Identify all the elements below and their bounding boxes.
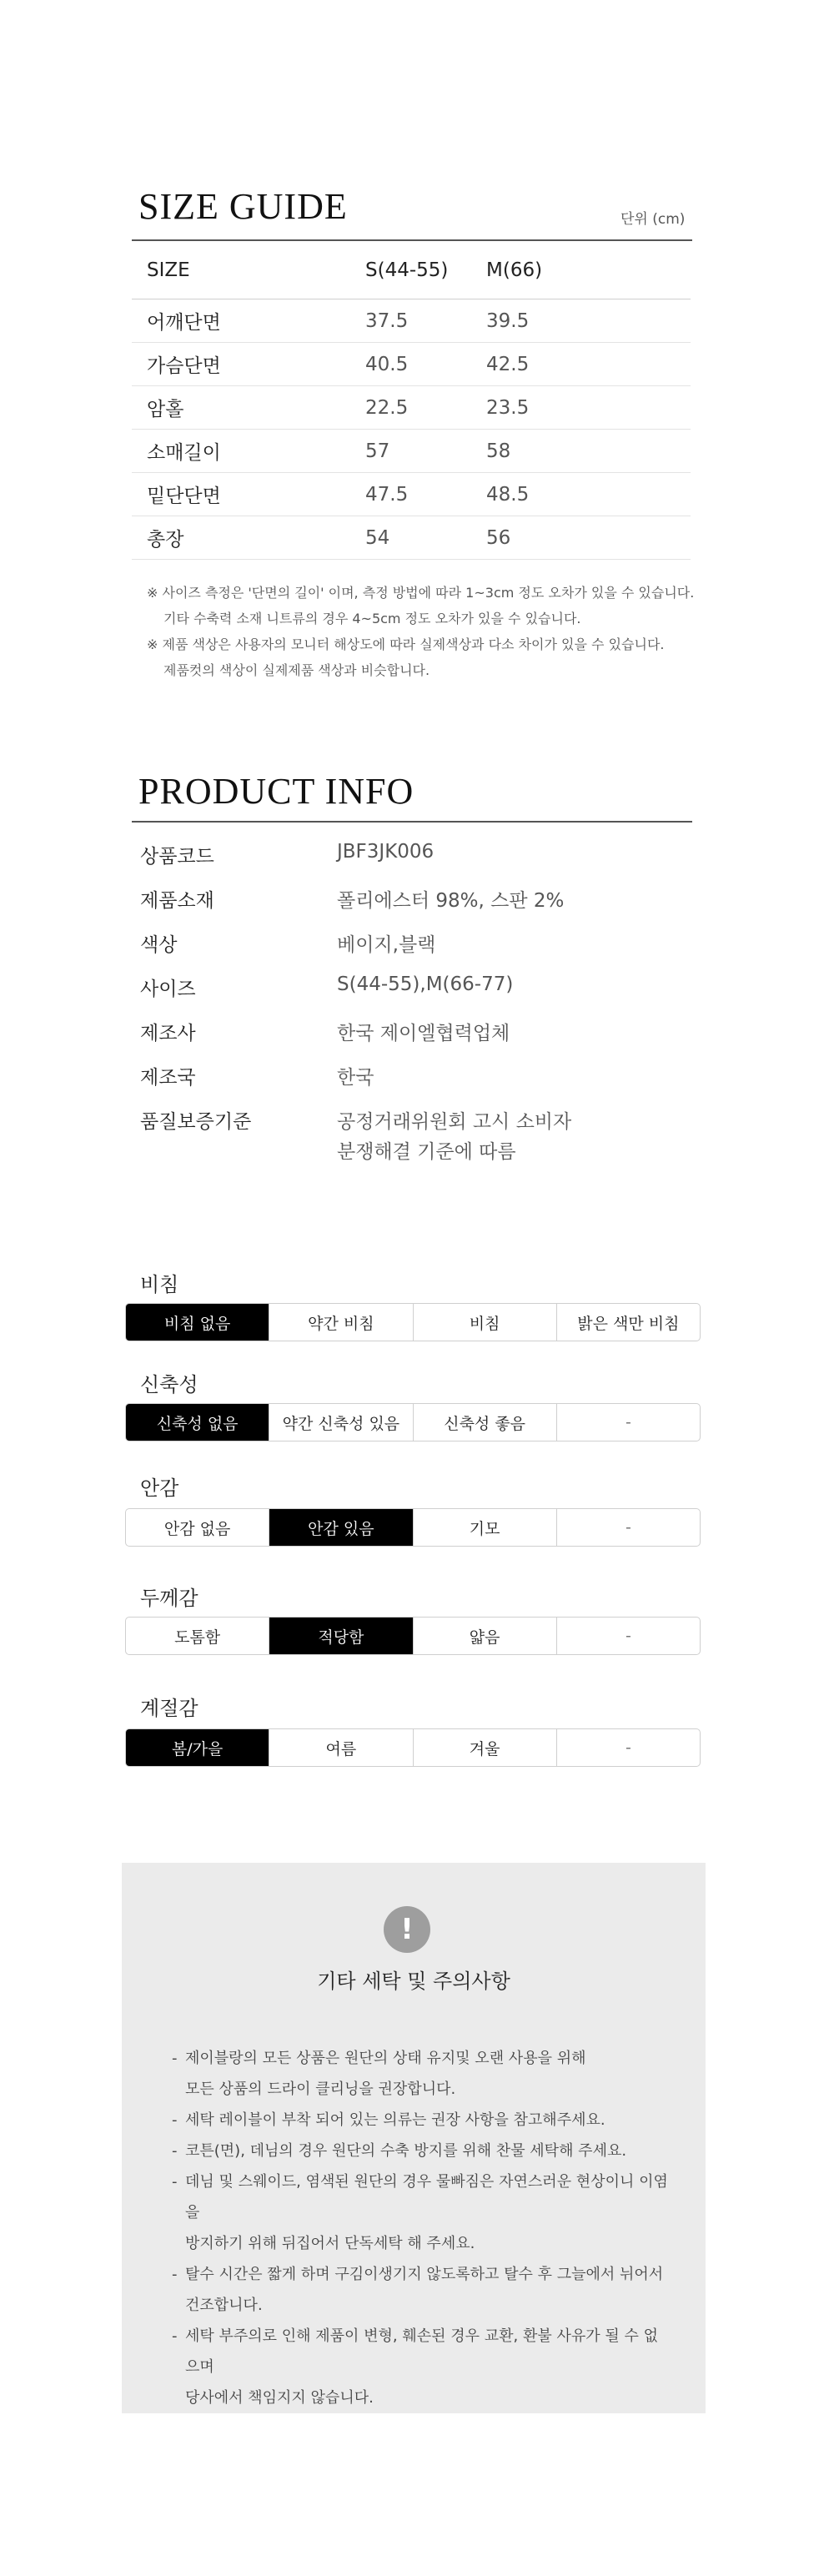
option-cell: 얇음 <box>414 1618 557 1654</box>
header-s: S(44-55) <box>365 259 449 281</box>
option-cell: 적당함 <box>269 1618 413 1654</box>
info-label: 제조사 <box>140 1023 196 1044</box>
care-text: 방지하기 위해 뒤집어서 단독세탁 해 주세요. <box>185 2235 475 2252</box>
option-title-thickness: 두께감 <box>140 1587 198 1610</box>
care-text: 탈수 시간은 짧게 하며 구김이생기지 않도록하고 탈수 후 그늘에서 뉘어서 <box>185 2266 664 2283</box>
care-line <box>172 2105 672 2136</box>
care-text: 모든 상품의 드라이 클리닝을 권장합니다. <box>185 2080 456 2098</box>
care-list <box>172 2043 672 2413</box>
care-line <box>172 2136 672 2166</box>
care-dash: - <box>172 2266 178 2283</box>
option-cell: 겨울 <box>414 1729 557 1766</box>
care-text: 세탁 레이블이 부착 되어 있는 의류는 권장 사항을 참고해주세요. <box>185 2111 605 2129</box>
option-cell: 기모 <box>414 1509 557 1546</box>
option-bar-lining <box>125 1508 701 1547</box>
option-title-see-through: 비침 <box>140 1273 179 1296</box>
row-label: 밑단단면 <box>147 486 221 507</box>
care-line <box>172 2259 672 2290</box>
care-text: 코튼(면), 데님의 경우 원단의 수축 방지를 위해 찬물 세탁해 주세요. <box>185 2142 627 2160</box>
option-cell: 약간 신축성 있음 <box>269 1404 413 1441</box>
product-info-list <box>140 841 674 1164</box>
care-line <box>172 2321 672 2382</box>
option-bar-thickness <box>125 1617 701 1655</box>
row-value-m: 23.5 <box>486 396 530 419</box>
row-value-m: 39.5 <box>486 309 530 332</box>
table-row <box>132 386 691 430</box>
size-note: ※ 제품 색상은 사용자의 모니터 해상도에 따라 실제색상과 다소 차이가 있을 수 있습니다. <box>147 636 665 652</box>
care-line <box>172 2382 672 2413</box>
care-text: 건조합니다. <box>185 2297 263 2314</box>
care-line <box>172 2290 672 2321</box>
care-dash: - <box>172 2050 178 2067</box>
row-value-s: 57 <box>365 440 390 462</box>
row-value-s: 40.5 <box>365 353 409 375</box>
product-info-divider <box>132 821 692 823</box>
info-row <box>140 1062 674 1106</box>
care-text: 제이블랑의 모든 상품은 원단의 상태 유지및 오랜 사용을 위해 <box>185 2050 586 2067</box>
header-size: SIZE <box>147 259 190 281</box>
row-label: 암홀 <box>147 399 184 420</box>
info-value: 한국 제이엘협력업체 <box>337 1023 510 1044</box>
care-dash: - <box>172 2142 178 2160</box>
care-title: 기타 세탁 및 주의사항 <box>317 1970 510 1993</box>
care-line <box>172 2166 672 2228</box>
info-value: 한국 <box>337 1067 374 1089</box>
care-text: 당사에서 책임지지 않습니다. <box>185 2389 374 2407</box>
care-line <box>172 2043 672 2074</box>
row-value-s: 47.5 <box>365 483 409 506</box>
info-label: 제조국 <box>140 1067 196 1089</box>
info-label: 상품코드 <box>140 846 214 868</box>
size-table <box>132 242 691 560</box>
option-title-season: 계절감 <box>140 1697 198 1720</box>
size-notes <box>147 580 714 683</box>
option-cell: 비침 없음 <box>126 1304 269 1341</box>
option-title-lining: 안감 <box>140 1477 179 1500</box>
care-dash <box>172 2290 185 2321</box>
option-cell: 비침 <box>414 1304 557 1341</box>
option-cell: - <box>625 1738 631 1757</box>
exclamation-icon: ! <box>384 1906 430 1953</box>
info-row <box>140 885 674 929</box>
table-row <box>132 473 691 516</box>
row-value-m: 56 <box>486 526 511 549</box>
option-cell: 도톰함 <box>126 1618 269 1654</box>
option-bar-stretch <box>125 1403 701 1441</box>
info-value <box>337 1106 571 1164</box>
care-text: 세탁 부주의로 인해 제품이 변형, 훼손된 경우 교환, 환불 사유가 될 수 없으며 <box>185 2327 658 2376</box>
option-cell: - <box>625 1518 631 1537</box>
option-cell: 안감 있음 <box>269 1509 413 1546</box>
info-value: 베이지,블랙 <box>337 934 436 956</box>
info-label: 제품소재 <box>140 890 214 912</box>
table-row <box>132 516 691 560</box>
option-cell: 안감 없음 <box>126 1509 269 1546</box>
info-label: 품질보증기준 <box>140 1111 252 1133</box>
option-cell: - <box>625 1627 631 1645</box>
care-dash <box>172 2228 185 2259</box>
unit-label: 단위 (cm) <box>620 211 686 228</box>
option-cell: 신축성 좋음 <box>414 1404 557 1441</box>
row-value-s: 54 <box>365 526 390 549</box>
row-value-s: 22.5 <box>365 396 409 419</box>
row-label: 소매길이 <box>147 442 221 464</box>
option-cell: 약간 비침 <box>269 1304 413 1341</box>
care-dash <box>172 2074 185 2105</box>
info-label: 색상 <box>140 934 178 956</box>
info-value: JBF3JK006 <box>337 841 435 863</box>
option-bar-see-through <box>125 1303 701 1341</box>
option-cell: 여름 <box>269 1729 413 1766</box>
care-text: 데님 및 스웨이드, 염색된 원단의 경우 물빠짐은 자연스러운 현상이니 이염을 <box>185 2173 668 2221</box>
size-note: 제품컷의 색상이 실제제품 색상과 비슷합니다. <box>163 662 430 678</box>
product-info-title: PRODUCT INFO <box>138 771 414 812</box>
row-value-m: 58 <box>486 440 511 462</box>
header-m: M(66) <box>486 259 543 281</box>
size-note: 기타 수축력 소재 니트류의 경우 4~5cm 정도 오차가 있을 수 있습니다. <box>163 611 581 626</box>
option-cell: - <box>625 1413 631 1431</box>
row-value-m: 48.5 <box>486 483 530 506</box>
row-label: 총장 <box>147 529 184 551</box>
care-dash: - <box>172 2327 178 2345</box>
option-cell: 신축성 없음 <box>126 1404 269 1441</box>
row-value-s: 37.5 <box>365 309 409 332</box>
size-guide-title: SIZE GUIDE <box>138 186 348 227</box>
info-row <box>140 974 674 1018</box>
info-row <box>140 1018 674 1062</box>
care-dash: - <box>172 2111 178 2129</box>
info-value: S(44-55),M(66-77) <box>337 974 514 995</box>
size-guide-divider <box>132 239 692 241</box>
info-value-line: 공정거래위원회 고시 소비자 <box>337 1111 572 1133</box>
row-value-m: 42.5 <box>486 353 530 375</box>
info-row <box>140 1106 674 1164</box>
table-row <box>132 343 691 386</box>
table-row <box>132 430 691 473</box>
option-bar-season <box>125 1728 701 1767</box>
care-line <box>172 2074 672 2105</box>
row-label: 어깨단면 <box>147 312 221 334</box>
care-dash <box>172 2382 185 2413</box>
row-label: 가슴단면 <box>147 355 221 377</box>
care-notice-box <box>122 1863 706 2413</box>
info-value-line: 분쟁해결 기준에 따름 <box>337 1141 516 1163</box>
info-value: 폴리에스터 98%, 스판 2% <box>337 890 565 912</box>
size-table-header <box>132 242 691 299</box>
care-line <box>172 2228 672 2259</box>
option-cell: 밝은 색만 비침 <box>577 1314 680 1333</box>
option-cell: 봄/가을 <box>126 1729 269 1766</box>
option-title-stretch: 신축성 <box>140 1373 198 1396</box>
info-row <box>140 929 674 974</box>
info-label: 사이즈 <box>140 979 196 1000</box>
size-note: ※ 사이즈 측정은 '단면의 길이' 이며, 측정 방법에 따라 1~3cm 정도 오차가 있을 수 있습니다. <box>147 585 695 601</box>
care-dash: - <box>172 2173 178 2191</box>
info-row <box>140 841 674 885</box>
table-row <box>132 299 691 343</box>
